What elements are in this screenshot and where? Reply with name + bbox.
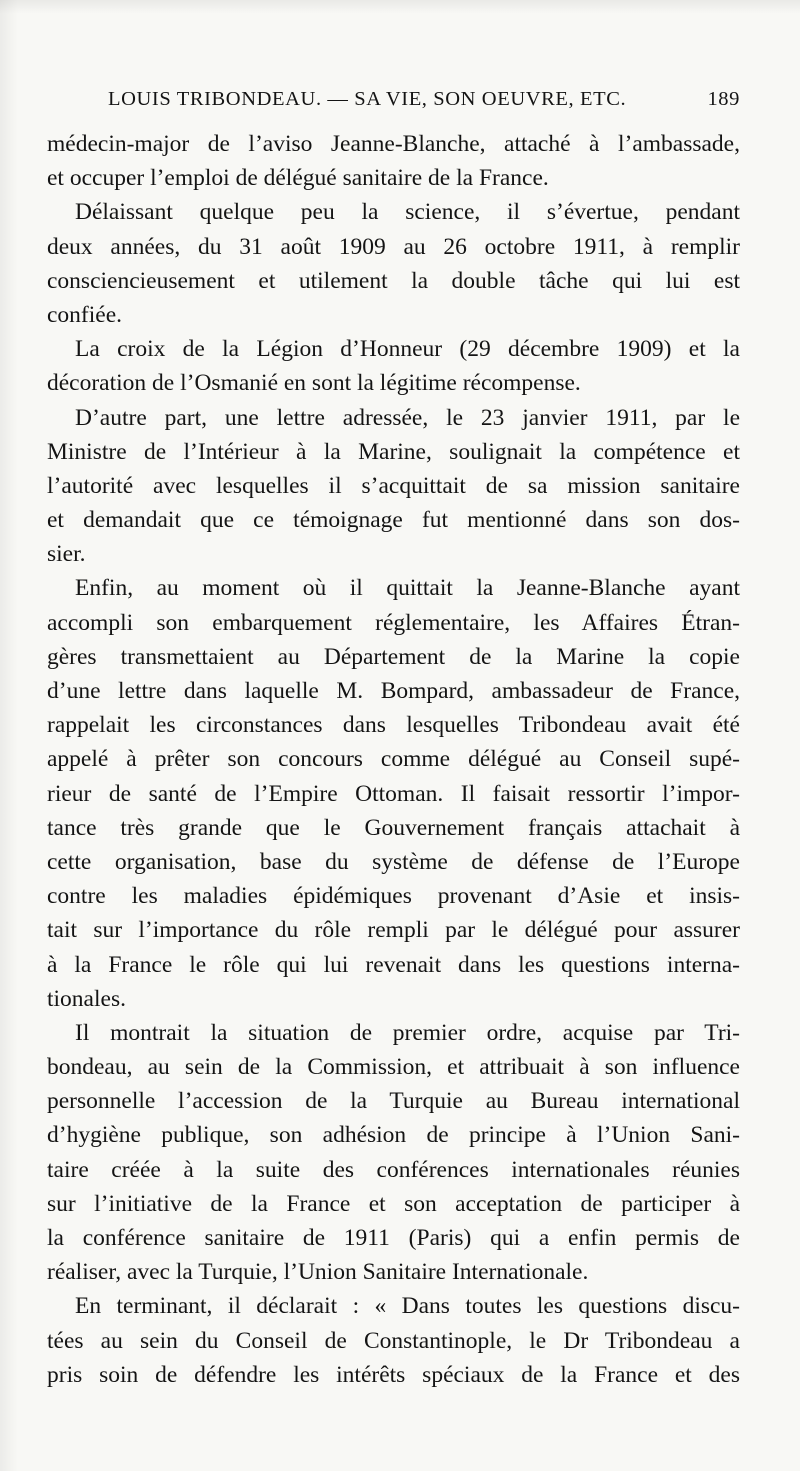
text-line: décoration de l’Osmanié en sont la légitime récompense.: [47, 370, 581, 397]
text-line: tance très grande que le Gouvernement français attachait à: [47, 814, 740, 841]
text-line: d’hygiène publique, son adhésion de principe à l’Union Sani-: [47, 1122, 740, 1149]
text-line: l’autorité avec lesquelles il s’acquittait de sa mission sanitaire: [47, 472, 740, 499]
text-line: sur l’initiative de la France et son acceptation de participer à: [47, 1190, 740, 1217]
text-line: la conférence sanitaire de 1911 (Paris) qui a enfin permis de: [47, 1225, 740, 1251]
text-line: et occuper l’emploi de délégué sanitaire de la France.: [47, 165, 549, 192]
text-line: appelé à prêter son concours comme délégué au Conseil supé-: [47, 746, 740, 773]
text-line: D’autre part, une lettre adressée, le 23 janvier 1911, par le: [75, 404, 740, 431]
text-line: tionales.: [47, 985, 126, 1012]
page-header: [108, 88, 740, 118]
page-number: 189: [707, 88, 740, 110]
body-text: [47, 127, 740, 1392]
text-line: et demandait que ce témoignage fut mentionné dans son dos-: [47, 507, 740, 534]
text-line: réaliser, avec la Turquie, l’Union Sanitaire Internationale.: [47, 1259, 589, 1286]
text-line: Enfin, au moment où il quittait la Jeanne-Blanche ayant: [75, 575, 740, 602]
text-line: consciencieusement et utilement la double tâche qui lui est: [47, 267, 740, 294]
text-line: personnelle l’accession de la Turquie au Bureau international: [47, 1088, 740, 1115]
text-line: La croix de la Légion d’Honneur (29 décembre 1909) et la: [75, 336, 740, 363]
text-line: pris soin de défendre les intérêts spéciaux de la France et des: [47, 1361, 740, 1388]
text-line: bondeau, au sein de la Commission, et attribuait à son influence: [47, 1054, 740, 1081]
text-line: taire créée à la suite des conférences internationales réunies: [47, 1156, 740, 1183]
text-line: à la France le rôle qui lui revenait dans les questions interna-: [47, 951, 740, 978]
text-line: tait sur l’importance du rôle rempli par le délégué pour assurer: [47, 917, 740, 944]
text-line: sier.: [47, 541, 86, 568]
text-line: rappelait les circonstances dans lesquelles Tribondeau avait été: [47, 712, 740, 739]
text-line: tées au sein du Conseil de Constantinople, le Dr Tribondeau a: [47, 1327, 740, 1354]
text-line: Délaissant quelque peu la science, il s’évertue, pendant: [75, 199, 740, 226]
text-line: Il montrait la situation de premier ordre, acquise par Tri-: [75, 1019, 740, 1046]
text-line: médecin-major de l’aviso Jeanne-Blanche, attaché à l’ambassade,: [47, 131, 740, 157]
text-line: cette organisation, base du système de défense de l’Europe: [47, 848, 740, 875]
running-head: LOUIS TRIBONDEAU. — SA VIE, SON OEUVRE, ETC.: [108, 88, 627, 110]
text-line: En terminant, il déclarait : « Dans toutes les questions discu-: [75, 1293, 740, 1320]
text-line: Ministre de l’Intérieur à la Marine, soulignait la compétence et: [47, 438, 740, 465]
text-line: gères transmettaient au Département de la Marine la copie: [47, 643, 740, 670]
text-line: rieur de santé de l’Empire Ottoman. Il faisait ressortir l’impor-: [47, 780, 740, 807]
text-line: confiée.: [47, 301, 123, 328]
text-line: accompli son embarquement réglementaire, les Affaires Étran-: [47, 609, 740, 636]
text-line: deux années, du 31 août 1909 au 26 octobre 1911, à remplir: [47, 233, 740, 260]
text-line: contre les maladies épidémiques provenant d’Asie et insis-: [47, 883, 740, 910]
text-line: d’une lettre dans laquelle M. Bompard, ambassadeur de France,: [47, 678, 740, 704]
